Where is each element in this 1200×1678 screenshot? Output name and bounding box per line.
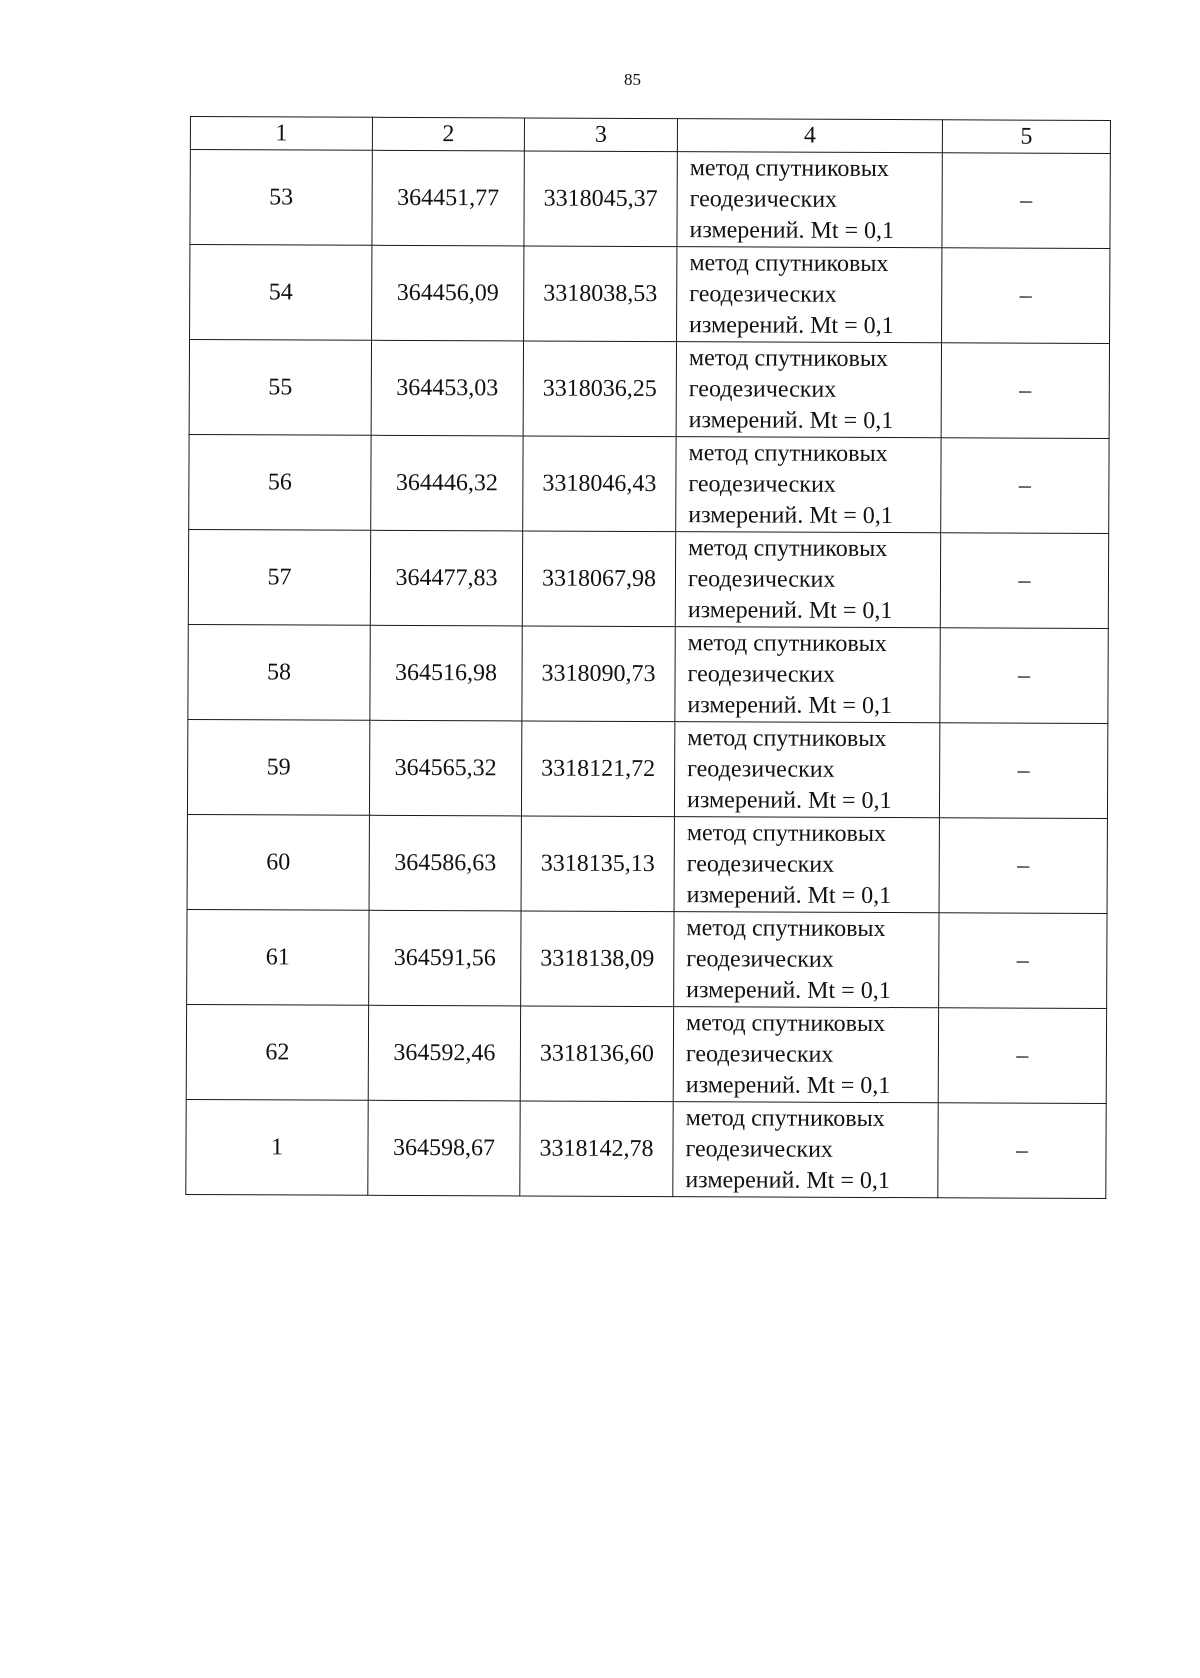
method-line: метод спутниковых [689,154,889,182]
method-line: измерений. Mt = 0,1 [689,311,894,339]
table-row [189,340,1109,439]
method-cell [674,817,939,913]
note-cell: – [942,153,1110,249]
x-coordinate-cell: 364456,09 [372,245,524,341]
point-cell: 60 [187,814,369,910]
table-row [186,1004,1106,1103]
header-col-2: 2 [372,117,524,151]
x-coordinate-cell: 364451,77 [372,150,524,246]
method-line: измерений. Mt = 0,1 [686,881,892,909]
x-coordinate-cell: 364591,56 [369,910,521,1006]
header-row [190,117,1110,154]
y-coordinate-cell: 3318135,13 [521,816,674,912]
method-cell [674,722,939,818]
method-line: метод спутниковых [686,914,886,942]
method-cell [676,437,941,533]
table-row [187,814,1107,913]
y-coordinate-cell: 3318136,60 [520,1006,673,1102]
note-cell: – [938,1008,1106,1104]
point-cell: 58 [188,624,370,720]
method-line: метод спутниковых [688,534,888,562]
y-coordinate-cell: 3318138,09 [521,911,674,1007]
x-coordinate-cell: 364565,32 [369,720,521,816]
method-line: геодезических [685,1135,834,1163]
method-line: геодезических [687,755,835,783]
method-line: измерений. Mt = 0,1 [685,1071,891,1099]
method-line: измерений. Mt = 0,1 [687,691,893,719]
method-cell [675,532,940,628]
method-line: измерений. Mt = 0,1 [688,501,893,529]
method-cell [673,1007,938,1103]
method-line: измерений. Mt = 0,1 [687,596,893,624]
method-line: метод спутниковых [685,1104,885,1132]
table-row [190,245,1110,344]
header-col-4: 4 [677,119,942,153]
y-coordinate-cell: 3318121,72 [521,721,674,817]
x-coordinate-cell: 364592,46 [368,1005,520,1101]
point-cell: 53 [190,150,372,246]
y-coordinate-cell: 3318046,43 [523,436,676,532]
method-line: геодезических [688,470,836,498]
method-line: геодезических [687,565,836,593]
note-cell: – [941,343,1109,439]
method-line: геодезических [689,280,837,308]
point-cell: 61 [187,909,369,1005]
x-coordinate-cell: 364453,03 [371,340,523,436]
method-cell [677,152,942,248]
method-line: метод спутниковых [688,439,888,467]
y-coordinate-cell: 3318090,73 [522,626,675,722]
method-line: метод спутниковых [688,344,889,372]
x-coordinate-cell: 364477,83 [370,530,522,626]
method-line: метод спутниковых [686,819,887,847]
point-cell: 55 [189,340,371,436]
x-coordinate-cell: 364598,67 [368,1100,520,1196]
method-line: геодезических [687,660,836,688]
method-line: метод спутниковых [689,249,889,277]
table-body [186,150,1111,1199]
y-coordinate-cell: 3318067,98 [522,531,675,627]
point-cell: 59 [187,719,369,815]
table-row [188,624,1108,723]
method-cell [677,247,942,343]
note-cell: – [940,533,1108,629]
table-row [187,719,1107,818]
y-coordinate-cell: 3318045,37 [524,151,677,247]
point-cell: 62 [186,1004,368,1100]
table-row [186,1099,1106,1198]
page-number: 85 [624,70,641,89]
method-line: измерений. Mt = 0,1 [686,786,892,814]
method-line: геодезических [689,185,838,213]
header-col-3: 3 [524,118,677,152]
header-col-1: 1 [190,117,372,151]
method-line: метод спутниковых [687,724,887,752]
method-cell [676,342,941,438]
method-line: метод спутниковых [685,1009,886,1037]
note-cell: – [939,723,1107,819]
method-line: измерений. Mt = 0,1 [688,406,894,434]
method-line: геодезических [686,850,835,878]
y-coordinate-cell: 3318142,78 [520,1101,673,1197]
method-line: измерений. Mt = 0,1 [685,1166,890,1194]
table-row [187,909,1107,1008]
table-row [188,529,1108,628]
table-row [190,150,1110,249]
point-cell: 1 [186,1099,368,1195]
method-line: геодезических [686,945,834,973]
method-line: измерений. Mt = 0,1 [689,216,895,244]
method-line: геодезических [688,375,837,403]
table-row [189,434,1109,533]
method-line: геодезических [685,1040,834,1068]
x-coordinate-cell: 364586,63 [369,815,521,911]
note-cell: – [940,628,1108,724]
point-cell: 54 [190,245,372,341]
method-cell [675,627,940,723]
point-cell: 56 [189,434,371,530]
coordinates-table [185,116,1111,1199]
note-cell: – [941,438,1109,534]
x-coordinate-cell: 364446,32 [371,435,523,531]
method-cell [674,912,939,1008]
note-cell: – [939,818,1107,914]
point-cell: 57 [188,529,370,625]
method-cell [673,1102,938,1198]
note-cell: – [942,248,1110,344]
note-cell: – [938,1103,1106,1199]
x-coordinate-cell: 364516,98 [370,625,522,721]
header-col-5: 5 [942,120,1110,154]
note-cell: – [939,913,1107,1009]
method-line: метод спутниковых [687,629,887,657]
method-line: измерений. Mt = 0,1 [686,976,891,1004]
y-coordinate-cell: 3318038,53 [524,246,677,342]
y-coordinate-cell: 3318036,25 [523,341,676,437]
